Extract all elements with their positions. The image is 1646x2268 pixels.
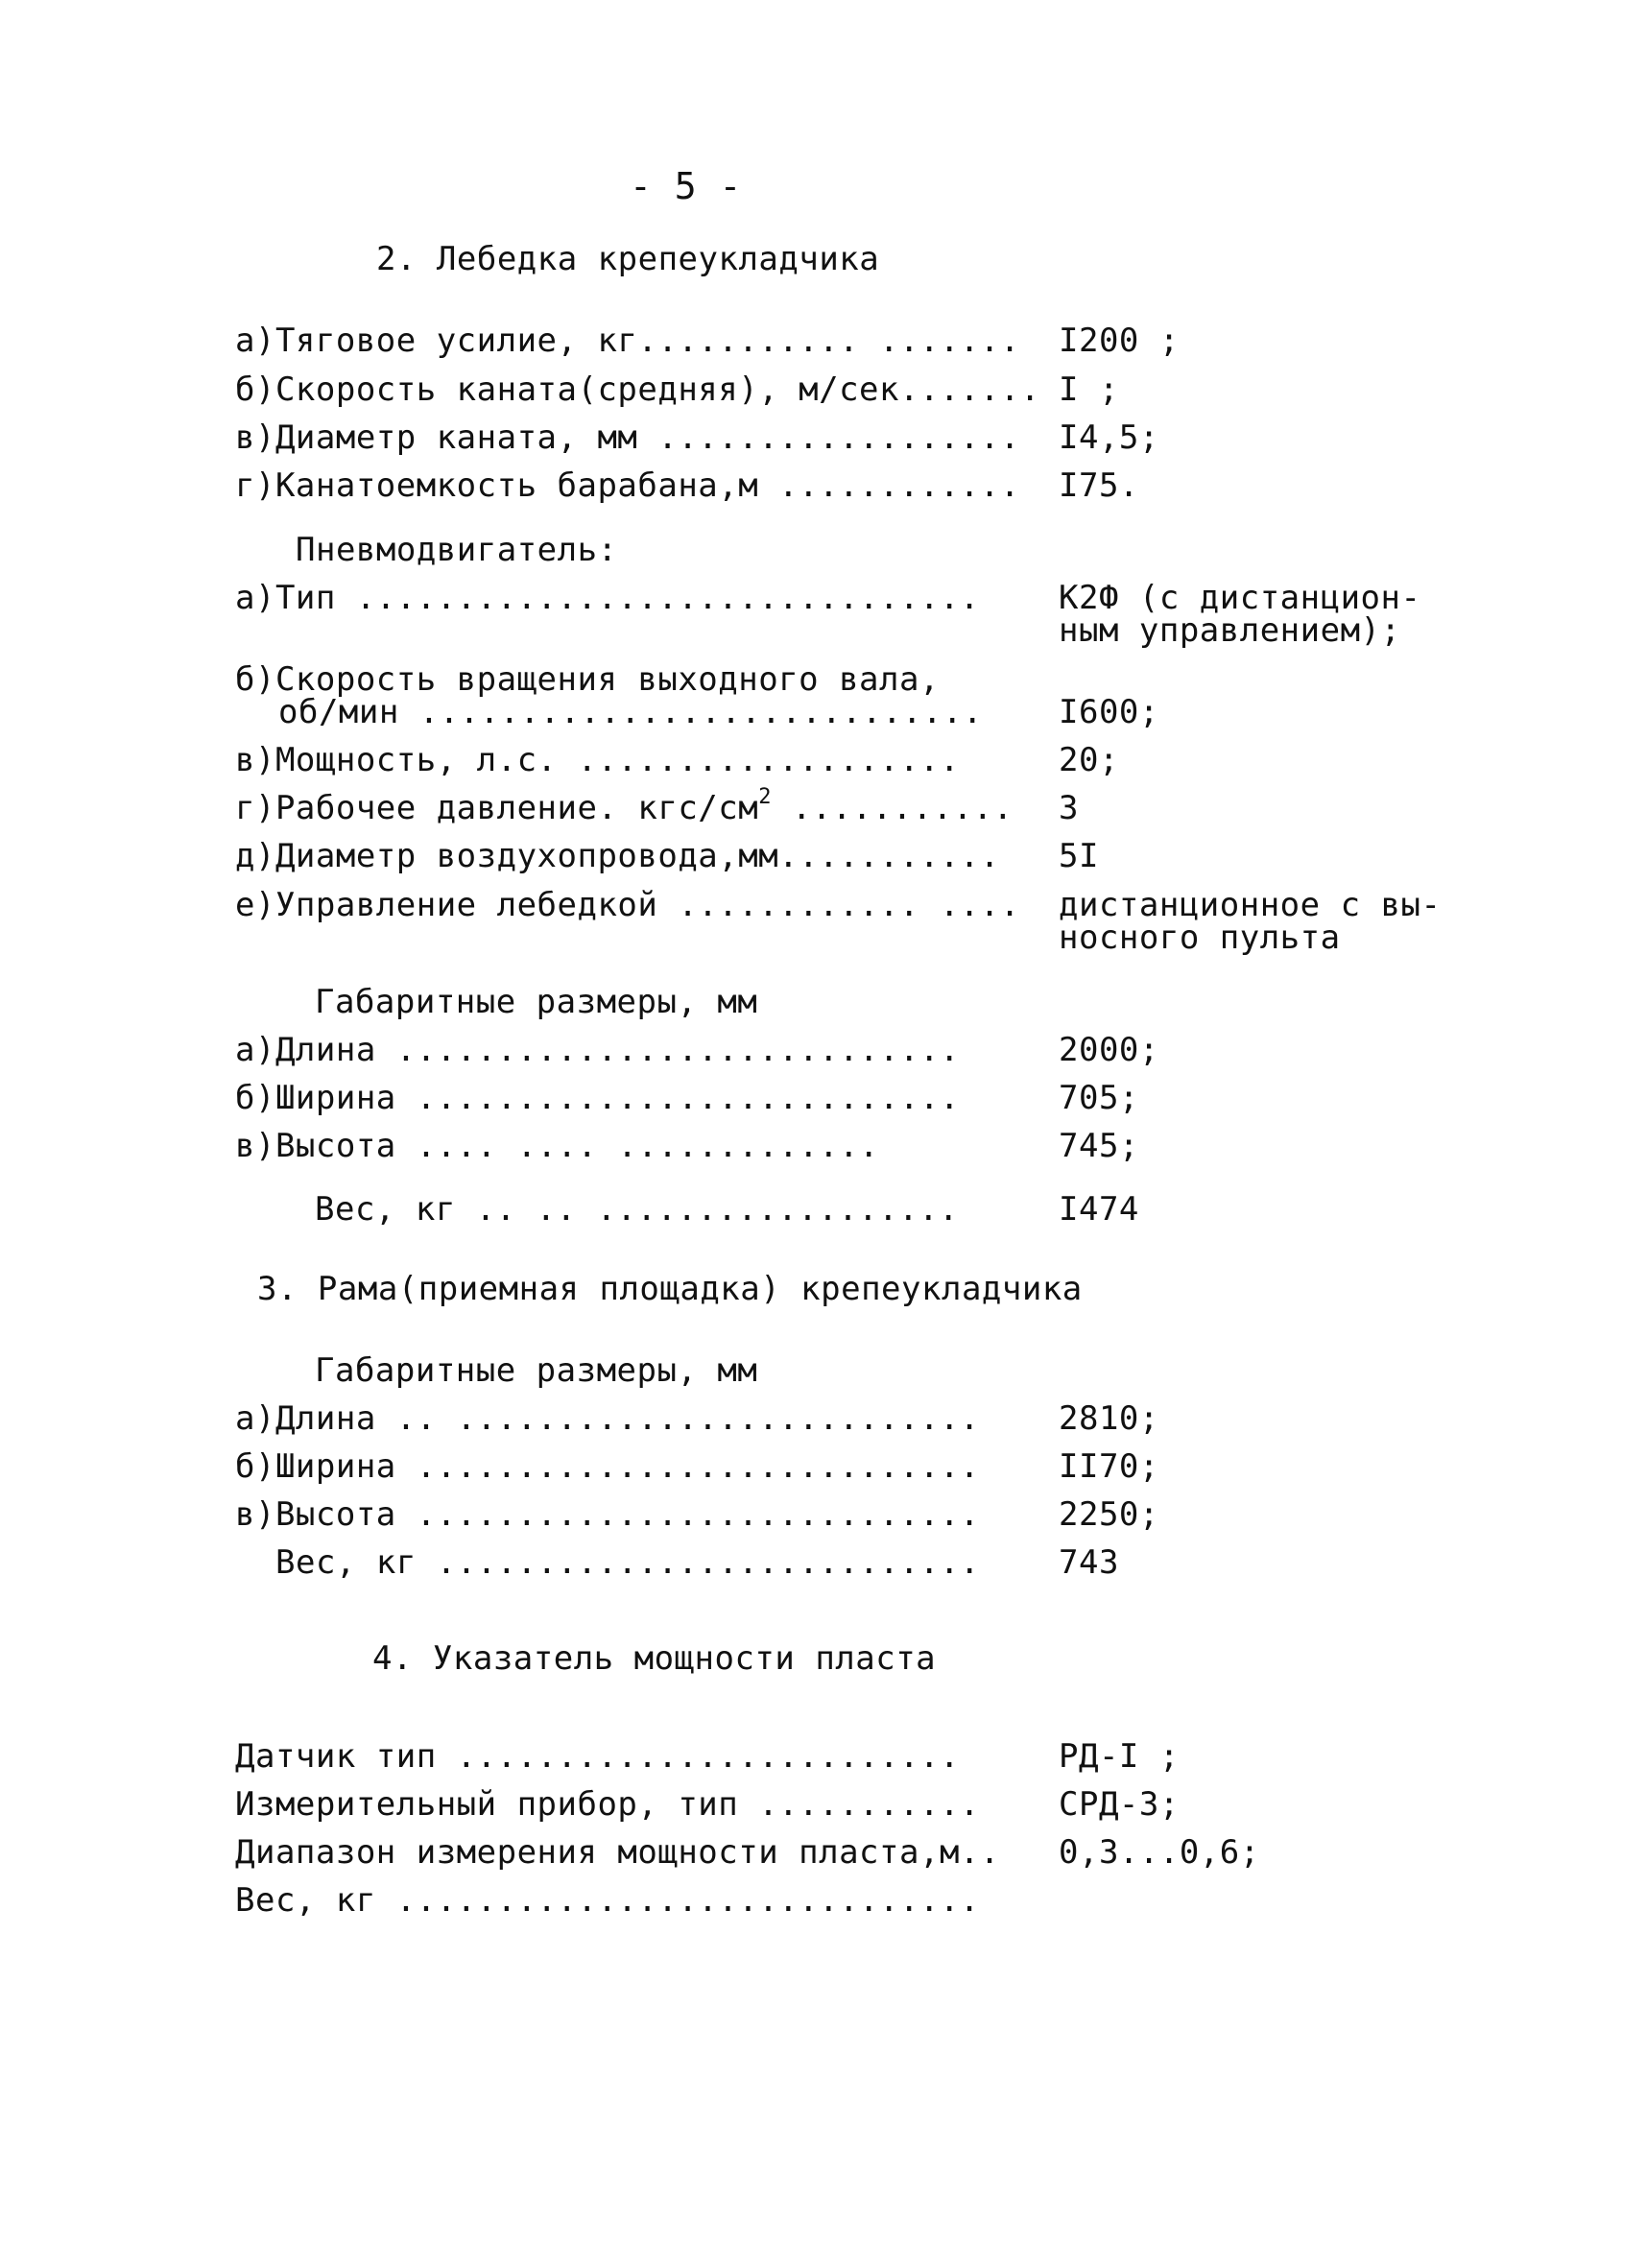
motor-pressure-label xyxy=(235,784,1014,827)
pressure-dots: ........... xyxy=(791,789,1014,827)
pressure-unit-superscript: 2 xyxy=(758,784,772,809)
measurement-range-value: 0,3...0,6; xyxy=(1059,1833,1260,1872)
winch-length-label: а)Длина ............................ xyxy=(235,1031,960,1069)
frame-length-value: 2810; xyxy=(1059,1399,1159,1438)
motor-power-label: в)Мощность, л.с. ................... xyxy=(235,741,960,779)
frame-dimensions-title: Габаритные размеры, мм xyxy=(315,1351,758,1390)
motor-power-value: 20; xyxy=(1059,741,1119,779)
section-3-title: 3. Рама(приемная площадка) крепеукладчика xyxy=(257,1270,1083,1308)
motor-type-value-line2: ным управлением); xyxy=(1059,611,1401,650)
winch-traction-value: I200 ; xyxy=(1059,322,1180,360)
frame-length-label: а)Длина .. .......................... xyxy=(235,1399,980,1438)
motor-speed-label-line2: об/мин ............................ xyxy=(278,693,983,731)
winch-height-label: в)Высота .... .... ............. xyxy=(235,1127,880,1165)
measuring-device-label: Измерительный прибор, тип ........... xyxy=(235,1785,980,1824)
page-number: - 5 - xyxy=(630,165,742,207)
winch-control-value-line2: носного пульта xyxy=(1059,919,1341,957)
air-pipe-diameter-label: д)Диаметр воздухопровода,мм........... xyxy=(235,837,1000,875)
frame-height-label: в)Высота ............................ xyxy=(235,1495,980,1534)
winch-height-value: 745; xyxy=(1059,1127,1139,1165)
winch-width-label: б)Ширина ........................... xyxy=(235,1079,960,1117)
winch-traction-label: а)Тяговое усилие, кг........... ....... xyxy=(235,322,1020,360)
pressure-label-text: г)Рабочее давление. кгс/см xyxy=(235,789,759,827)
frame-width-label: б)Ширина ............................ xyxy=(235,1447,980,1486)
winch-control-label: е)Управление лебедкой ............ .... xyxy=(235,886,1020,924)
indicator-weight-label: Вес, кг ............................. xyxy=(235,1881,980,1920)
motor-speed-label-line1: б)Скорость вращения выходного вала, xyxy=(235,660,940,699)
air-pipe-diameter-value: 5I xyxy=(1059,837,1099,875)
measuring-device-value: СРД-3; xyxy=(1059,1785,1180,1824)
frame-weight-label: Вес, кг ........................... xyxy=(275,1543,980,1582)
frame-height-value: 2250; xyxy=(1059,1495,1159,1534)
winch-length-value: 2000; xyxy=(1059,1031,1159,1069)
rope-diameter-label: в)Диаметр каната, мм .................. xyxy=(235,418,1020,457)
motor-speed-value: I600; xyxy=(1059,693,1159,731)
motor-pressure-value: 3 xyxy=(1059,789,1079,827)
drum-capacity-value: I75. xyxy=(1059,466,1139,505)
frame-width-value: II70; xyxy=(1059,1447,1159,1486)
section-4-title: 4. Указатель мощности пласта xyxy=(372,1639,937,1678)
motor-type-value-line1: К2Ф (с дистанцион- xyxy=(1059,579,1421,617)
winch-width-value: 705; xyxy=(1059,1079,1139,1117)
section-2-title: 2. Лебедка крепеукладчика xyxy=(376,240,880,278)
sensor-type-label: Датчик тип ......................... xyxy=(235,1737,960,1776)
pneumatic-motor-title: Пневмодвигатель: xyxy=(296,531,618,569)
winch-dimensions-title: Габаритные размеры, мм xyxy=(315,983,758,1021)
rope-diameter-value: I4,5; xyxy=(1059,418,1159,457)
measurement-range-label: Диапазон измерения мощности пласта,м.. xyxy=(235,1833,1000,1872)
motor-type-label: а)Тип ............................... xyxy=(235,579,980,617)
winch-control-value-line1: дистанционное с вы- xyxy=(1059,886,1442,924)
frame-weight-value: 743 xyxy=(1059,1543,1119,1582)
rope-speed-label: б)Скорость каната(средняя), м/сек....... xyxy=(235,370,1040,409)
sensor-type-value: РД-I ; xyxy=(1059,1737,1180,1776)
winch-weight-value: I474 xyxy=(1059,1190,1139,1229)
drum-capacity-label: г)Канатоемкость барабана,м ............ xyxy=(235,466,1020,505)
winch-weight-label: Вес, кг .. .. .................. xyxy=(315,1190,960,1229)
rope-speed-value: I ; xyxy=(1059,370,1119,409)
